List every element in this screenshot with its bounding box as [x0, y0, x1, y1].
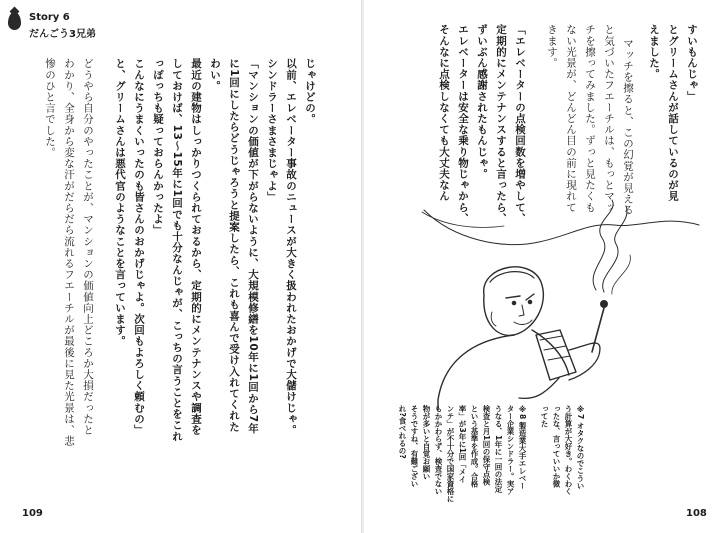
text-column: どうやら自分のやったことが、マンションの価値向上どころか大損だったと	[82, 58, 94, 436]
text-column: 惨のひと言でした。	[44, 58, 56, 158]
text-column: っぽっちも疑っておらんかったよ」	[152, 58, 164, 236]
footnote-line: ンテ」が不十分で国家資格に	[446, 405, 455, 503]
text-column: 「マンションの価値が下がらないように、大規模修繕を10年に1回から7年	[247, 58, 259, 434]
text-column: すいもんじゃ」	[686, 24, 698, 102]
story-label: Story 6	[29, 12, 70, 23]
text-column: とグリームさんが話しているのが見	[667, 24, 679, 202]
left-page	[0, 0, 362, 533]
footnote-line: そうですね、有難ござい	[410, 405, 419, 488]
text-column: じゃけどの。	[304, 58, 316, 125]
footnote-line: ター企業シンドラー。実ア	[506, 405, 515, 495]
page-number: 109	[22, 508, 43, 519]
text-column: チを擦ってみました。ずっと見たくも	[584, 24, 596, 213]
text-column: 「エレベーターの点検回数を増やして、	[514, 24, 526, 224]
footnote-line: もかかわらず、検査でない	[434, 405, 443, 495]
footnote-line: ったな、言っていいか微	[552, 405, 561, 488]
footnote-line: うなる、1年に一回の法定	[494, 405, 503, 493]
footnote-line: ってた	[540, 405, 549, 428]
footnote-line: 率」が3年に1回「メイ	[458, 405, 467, 483]
text-column: きます。	[546, 24, 558, 69]
text-column: わかり、全身から変な汗がだらだら流れるフエーチルが最後に見た光景は、悲	[63, 58, 75, 447]
text-column: こんなにうまくいったのも皆さんのおかげじゃよ。次回もよろしく頼むの」	[133, 58, 145, 436]
text-column: しておけば、13〜15年に1回でも十分なんじゃが、こっちの言うことをこれ	[171, 58, 183, 442]
page-number: 108	[686, 508, 707, 519]
text-column: に1回にしたらどうじゃろうと提案したら、これも喜んで受け入れてくれた	[228, 58, 240, 433]
footnote-line: ※7 オタクなのでこうい	[576, 405, 585, 490]
text-column: そんなに点検しなくても大丈夫なん	[438, 24, 450, 202]
text-column: 最近の建物はしっかりつくられておるから、定期的にメンテナンスや調査を	[190, 58, 202, 436]
footnote-line: 物が多いと自覚お願い	[422, 405, 431, 480]
text-column: わい。	[209, 58, 221, 92]
text-column: マッチを擦ると、この幻覚が見える	[622, 38, 634, 216]
chapter-title: だんごう3兄弟	[29, 29, 96, 40]
text-column: ずいぶん感謝されたもんじゃ。	[476, 24, 488, 180]
text-column: と、グリームさんは悪代官のようなことを言っています。	[114, 58, 126, 347]
text-column: シンドラーさまさまじゃよ」	[266, 58, 278, 203]
text-column: 定期的にメンテナンスすると言ったら、	[495, 24, 507, 224]
footnote-line: れ?食べれるの?	[398, 405, 407, 459]
text-column: と気づいたフエーチルは、もっとマッ	[603, 24, 615, 213]
footnote-line: う計算が大好き。わくわく	[564, 405, 573, 495]
water-drop-icon	[8, 12, 21, 30]
text-column: ない光景が、どんどん目の前に現れて	[565, 24, 577, 213]
right-page	[364, 0, 726, 533]
text-column: エレベーターは安全な乗り物じゃから、	[457, 24, 469, 224]
text-column: 以前、エレベーター事故のニュースが大きく扱われたおかげで大儲けじゃ。	[285, 58, 297, 436]
footnote-line: 検査と月1回の保守点検	[482, 405, 491, 486]
footnote-line: ※8 製造業大手エレベー	[518, 405, 527, 490]
text-column: えました。	[648, 24, 660, 80]
footnote-line: という基準を作成。合格	[470, 405, 479, 488]
